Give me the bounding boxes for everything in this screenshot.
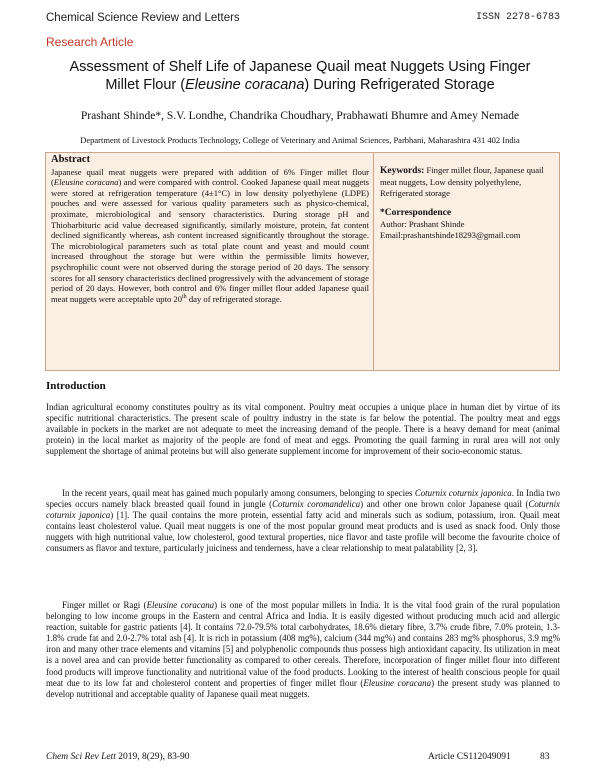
footer-citation: [46, 752, 190, 762]
affiliation: Department of Livestock Products Technology, College of Veterinary and Animal Sciences, Parbhani, Maharashtra 431 402 India: [80, 135, 520, 145]
title-line-2-post: ) During Refrigerated Storage: [304, 77, 495, 93]
abstract-side: [380, 165, 555, 241]
footer-page-number: 83: [540, 752, 550, 762]
p3-species-1: Eleusine coracana: [146, 600, 215, 610]
correspondence-author: Author: Prashant Shinde: [380, 219, 465, 230]
abstract: [51, 155, 369, 304]
issn: ISSN 2278-6783: [475, 12, 560, 23]
p3-text-b: ) is one of the most popular millets in India. It is the vital food grain of the rural population belonging to low income groups in the Eastern and central Africa and India. It is easily digested without producing much acid and allergic reaction, suitable for gastric patients [4]. It contains 72.0-79.5% total carbohydrates, 18.6% dietary fibre, 3.7% crude fibre, 7.0% protein, 1.3-1.8% crude fat and 2.0-2.7% total ash [4]. It is rich in potassium (408 mg%), calcium (344 mg%) and contains 283 mg% phosphorus, 3.9 mg% iron and many other trace elements and vitamins [5] and polyphenolic compounds thus possess high antioxidant capacity. Its utilization in meat is a novel area and can provide better functionality as compared to other cereals. Therefore, incorporation of finger millet flour into different food products will improve functionality and nutritional value of the food products. Looking to the interest of health conscious people for quail meat due to its low fat and cholesterol content and properties of finger millet flour (: [46, 600, 560, 688]
p2-text-b: . In India two species occurs namely black breasted quail found in jungle (: [46, 488, 560, 510]
keywords-label: Keywords:: [380, 166, 425, 176]
p2-text-c: ) and other one brown color Japanese quail (: [360, 499, 529, 510]
abstract-heading: Abstract: [51, 154, 91, 165]
p2-species-2: Coturnix coromandelica: [272, 499, 361, 510]
p2-text-d: ) [1]. The quail contains the more protein, essential fatty acid and minerals such as sodium, potassium, iron. Quail meat contains least cholesterol value. Quail meat nuggets is one of the most popular ground meat products and is used as snack food. Only those nuggets with high nutritional value, low cholesterol, good textural properties, nice flavor and taste profile will become the favourite choice of consumers as flavor and texture, particularly juiciness and tenderness, have a clear relationship to meat palatability [2, 3].: [46, 510, 560, 554]
intro-paragraph-3: [46, 600, 560, 700]
p2-species-1: Coturnix coturnix japonica: [414, 488, 512, 498]
title-species: Eleusine coracana: [185, 77, 305, 93]
p2-text-a: In the recent years, quail meat has gained much popularly among consumers, belonging to species: [62, 488, 415, 498]
p3-text-c: ) the present study was planned to develop nutritional and acceptable quality of Japanese quail meat nuggets.: [46, 677, 560, 699]
paper-title: [50, 58, 550, 94]
footer-volume: 2019, 8(29), 83-90: [115, 752, 190, 762]
correspondence-email[interactable]: Email:prashantshinde18293@gmail.com: [380, 229, 521, 240]
intro-paragraph-1: Indian agricultural economy constitutes poultry as its vital component. Poultry meat occupies a unique place in human diet by virtue of its specific nutritional characteristics. The present scale of poultry industry in the state is far below the potential. The poultry meat and eggs available in pockets in the market are not adequate to meet the increasing demand of the people. There is a heavy demand for meat (animal protein) in the local market as majority of the people are fond of meat and eggs. Promoting the quail farming in rural area will not only supplement the shortage of animal proteins but will also generate supplement income for improvement of their socio-economic status.: [46, 402, 560, 457]
p2-species-3: Coturnix coturnix japonica: [46, 499, 560, 521]
p3-text-a: Finger millet or Ragi (: [62, 600, 147, 610]
abstract-sup: th: [182, 293, 187, 300]
abstract-text-2: ) and were compared with control. Cooked Japanese quail meat nuggets were stored at refrigeration temperature (4±1°C) in low density polyethylene (LDPE) pouches and were assessed for various quality parameters such as physico-chemical, proximate, microbiological and sensory characteristics. During storage pH and Thiobarbituric acid value decreased significantly, similarly moisture, protein, fat content declined significantly whereas, ash content increased significantly throughout the storage. The microbiological parameters such as total plate count and yeast and mould count increased throughout the storage but were within the permissible limits however, psychrophilic count were not observed during the storage period of 20 days. The sensory scores for all sensory characteristics declined progressively with the advancement of storage period of 20 days. However, both control and 6% finger millet flour added Japanese quail meat nuggets were acceptable upto 20: [51, 177, 369, 304]
abstract-divider: [373, 152, 374, 371]
abstract-species: Eleusine coracana: [53, 177, 119, 188]
abstract-text-3: day of refrigerated storage.: [186, 293, 282, 304]
footer-journal: Chem Sci Rev Lett: [46, 752, 116, 762]
keywords-text: Finger millet flour, Japanese quail meat nuggets, Low density polyethylene, Refrigerated storage: [380, 165, 544, 198]
journal-name: Chemical Science Review and Letters: [46, 12, 240, 24]
authors: Prashant Shinde*, S.V. Londhe, Chandrika Choudhary, Prabhawati Bhumre and Amey Nemade: [80, 110, 520, 122]
title-line-2-pre: Millet Flour (: [105, 77, 186, 93]
p3-species-2: Eleusine coracana: [363, 677, 432, 688]
article-type: Research Article: [46, 35, 134, 49]
correspondence-title: *Correspondence: [380, 208, 452, 219]
abstract-text-1: Japanese quail meat nuggets were prepared with addition of 6% Finger millet flour (: [51, 166, 369, 188]
keywords: [380, 165, 555, 198]
title-line-1: Assessment of Shelf Life of Japanese Quail meat Nuggets Using Finger: [69, 59, 531, 75]
intro-heading: Introduction: [46, 380, 106, 392]
footer-article-id: Article CS112049091: [428, 752, 511, 762]
intro-paragraph-2: [46, 488, 560, 555]
